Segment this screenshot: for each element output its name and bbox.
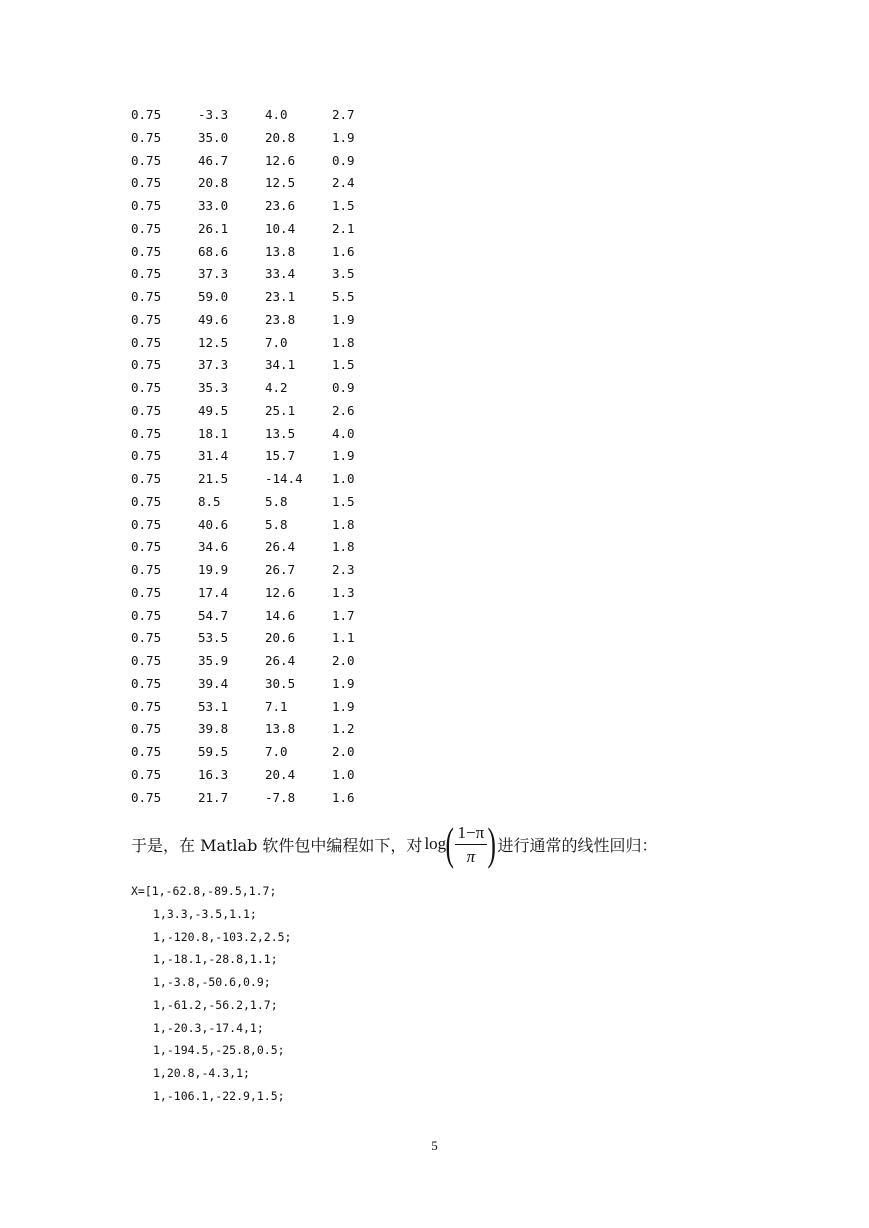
table-cell: 0.75 (131, 448, 162, 464)
table-cell: 12.6 (265, 584, 296, 600)
table-row (131, 787, 372, 810)
table-cell: 13.8 (265, 243, 296, 259)
table-cell: 2.1 (332, 220, 355, 236)
table-cell: 2.4 (332, 175, 355, 191)
table-cell: 0.75 (131, 334, 162, 350)
table-cell: 31.4 (198, 448, 229, 464)
fraction (455, 823, 488, 866)
table-cell: 40.6 (198, 516, 229, 532)
table-cell: 0.9 (332, 380, 355, 395)
table-cell: 35.3 (198, 380, 229, 395)
table-cell: 39.8 (198, 721, 229, 737)
table-cell: 49.5 (198, 402, 229, 418)
table-cell: 53.1 (198, 698, 229, 714)
table-cell: 0.75 (131, 471, 162, 486)
table-cell: 7.0 (265, 334, 288, 350)
table-row (131, 263, 372, 286)
table-cell: 1.9 (332, 448, 355, 464)
table-cell: 0.75 (131, 175, 162, 191)
table-cell: 0.75 (131, 675, 162, 691)
right-paren: ) (487, 818, 497, 869)
table-cell: 10.4 (265, 220, 296, 236)
table-cell: 23.1 (265, 289, 296, 304)
code-line: 1,-120.8,-103.2,2.5; (153, 929, 292, 944)
table-cell: 1.0 (332, 766, 355, 782)
table-cell: 2.0 (332, 653, 355, 668)
table-cell: 0.75 (131, 539, 162, 555)
code-line: 1,-106.1,-22.9,1.5; (153, 1088, 285, 1103)
table-cell: 1.6 (332, 789, 355, 805)
table-cell: 25.1 (265, 402, 296, 418)
table-cell: 46.7 (198, 152, 229, 168)
table-cell: 5.5 (332, 289, 355, 304)
table-cell: 12.5 (265, 175, 296, 191)
table-row (131, 309, 372, 332)
table-cell: 4.0 (332, 425, 355, 441)
table-cell: 20.4 (265, 766, 296, 782)
table-cell: 1.2 (332, 721, 355, 737)
table-row (131, 741, 372, 764)
table-row (131, 127, 372, 150)
table-row (131, 423, 372, 446)
table-cell: 49.6 (198, 311, 229, 327)
code-line: 1,20.8,-4.3,1; (153, 1066, 250, 1080)
table-cell: 1.6 (332, 243, 355, 259)
table-cell: 7.0 (265, 744, 288, 759)
table-row (131, 514, 372, 537)
table-cell: 21.5 (198, 471, 229, 486)
log-odds-formula (424, 818, 497, 869)
table-cell: 4.0 (265, 107, 288, 122)
table-row (131, 104, 372, 127)
table-cell: 0.75 (131, 698, 162, 714)
table-row (131, 332, 372, 355)
table-row (131, 354, 372, 377)
table-cell: 26.1 (198, 220, 229, 236)
table-cell: 1.5 (332, 198, 355, 213)
table-cell: 0.75 (131, 425, 162, 441)
table-row (131, 491, 372, 514)
table-row (131, 400, 372, 423)
table-cell: 4.2 (265, 380, 288, 395)
table-cell: 0.75 (131, 357, 162, 373)
table-cell: 0.75 (131, 107, 162, 122)
code-line: 1,-3.8,-50.6,0.9; (153, 975, 271, 989)
table-cell: 0.75 (131, 584, 162, 600)
table-cell: 0.75 (131, 516, 162, 532)
table-row (131, 172, 372, 195)
table-cell: 33.0 (198, 198, 229, 213)
table-cell: 33.4 (265, 266, 296, 282)
table-cell: 3.5 (332, 266, 355, 282)
table-row (131, 468, 372, 491)
table-cell: 35.0 (198, 129, 229, 145)
table-cell: 0.75 (131, 721, 162, 737)
table-cell: 23.6 (265, 198, 296, 213)
table-cell: 0.75 (131, 311, 162, 327)
table-cell: 0.75 (131, 289, 162, 304)
table-cell: 13.8 (265, 721, 296, 737)
table-cell: 5.8 (265, 493, 288, 509)
table-cell: 12.5 (198, 334, 229, 350)
table-cell: 26.4 (265, 539, 296, 555)
table-cell: 53.5 (198, 630, 229, 646)
table-cell: 15.7 (265, 448, 296, 464)
table-cell: 39.4 (198, 675, 229, 691)
table-cell: 0.75 (131, 129, 162, 145)
code-line: X=[1,-62.8,-89.5,1.7; (131, 884, 277, 898)
table-cell: 54.7 (198, 607, 229, 623)
table-cell: 0.75 (131, 220, 162, 236)
code-line: 1,-194.5,-25.8,0.5; (153, 1043, 285, 1058)
table-cell: 34.1 (265, 357, 296, 373)
table-row (131, 377, 372, 400)
table-row (131, 673, 372, 696)
table-cell: 17.4 (198, 584, 229, 600)
table-cell: 35.9 (198, 653, 229, 668)
table-cell: 1.8 (332, 539, 355, 555)
table-cell: 26.7 (265, 562, 296, 577)
table-cell: 0.75 (131, 744, 162, 759)
table-row (131, 241, 372, 264)
matlab-code-block (131, 880, 291, 1108)
code-line: 1,-61.2,-56.2,1.7; (153, 997, 278, 1012)
table-cell: 0.75 (131, 152, 162, 168)
table-cell: 21.7 (198, 789, 229, 805)
table-cell: -14.4 (265, 471, 303, 486)
table-row (131, 650, 372, 673)
table-row (131, 536, 372, 559)
table-row (131, 627, 372, 650)
table-cell: 1.8 (332, 516, 355, 532)
table-cell: 34.6 (198, 539, 229, 555)
table-cell: 1.5 (332, 493, 355, 509)
table-cell: 0.75 (131, 766, 162, 782)
code-line: 1,-18.1,-28.8,1.1; (153, 952, 278, 967)
table-cell: 30.5 (265, 675, 296, 691)
table-cell: 12.6 (265, 152, 296, 168)
table-cell: 2.7 (332, 107, 355, 122)
table-cell: 7.1 (265, 698, 288, 714)
table-row (131, 286, 372, 309)
table-row (131, 195, 372, 218)
fraction-numerator: 1−π (455, 823, 488, 845)
table-row (131, 582, 372, 605)
table-cell: 1.9 (332, 675, 355, 691)
code-line: 1,3.3,-3.5,1.1; (153, 906, 257, 921)
table-cell: 0.75 (131, 653, 162, 668)
table-cell: 1.5 (332, 357, 355, 373)
table-row (131, 696, 372, 719)
table-cell: 5.8 (265, 516, 288, 532)
table-cell: 2.3 (332, 562, 355, 577)
table-cell: 1.9 (332, 311, 355, 327)
data-table (131, 104, 372, 809)
code-line: 1,-20.3,-17.4,1; (153, 1020, 264, 1035)
table-cell: 2.0 (332, 744, 355, 759)
table-cell: 37.3 (198, 357, 229, 373)
table-cell: 18.1 (198, 425, 229, 441)
intro-paragraph (131, 818, 658, 870)
table-cell: 37.3 (198, 266, 229, 282)
table-row (131, 218, 372, 241)
table-cell: 20.6 (265, 630, 296, 646)
table-cell: 0.75 (131, 402, 162, 418)
table-cell: 1.7 (332, 607, 355, 623)
table-cell: 0.75 (131, 198, 162, 213)
table-cell: 23.8 (265, 311, 296, 327)
table-cell: 19.9 (198, 562, 229, 577)
fraction-denominator: π (466, 846, 476, 866)
paragraph-text-before: 于是，在 Matlab 软件包中编程如下，对 (131, 835, 423, 855)
table-cell: 0.75 (131, 630, 162, 646)
table-cell: 0.75 (131, 493, 162, 509)
table-cell: 20.8 (265, 129, 296, 145)
table-cell: 0.75 (131, 266, 162, 282)
table-cell: -3.3 (198, 107, 229, 122)
table-cell: 20.8 (198, 175, 229, 191)
table-cell: 0.75 (131, 562, 162, 577)
table-cell: 1.3 (332, 584, 355, 600)
table-cell: 1.9 (332, 129, 355, 145)
table-cell: 8.5 (198, 493, 221, 509)
left-paren: ( (445, 818, 455, 869)
table-cell: 0.9 (332, 152, 355, 168)
table-cell: 14.6 (265, 607, 296, 623)
page-number: 5 (431, 1138, 438, 1153)
table-cell: 16.3 (198, 766, 229, 782)
table-row (131, 150, 372, 173)
table-cell: 1.9 (332, 698, 355, 714)
table-cell: 2.6 (332, 402, 355, 418)
table-row (131, 718, 372, 741)
table-cell: 0.75 (131, 243, 162, 259)
table-cell: -7.8 (265, 789, 296, 805)
table-row (131, 559, 372, 582)
table-cell: 59.0 (198, 289, 229, 304)
table-cell: 26.4 (265, 653, 296, 668)
log-function: log (424, 834, 447, 853)
table-cell: 13.5 (265, 425, 296, 441)
table-cell: 68.6 (198, 243, 229, 259)
table-cell: 0.75 (131, 607, 162, 623)
table-cell: 0.75 (131, 380, 162, 395)
table-cell: 1.8 (332, 334, 355, 350)
table-cell: 59.5 (198, 744, 229, 759)
table-cell: 1.1 (332, 630, 355, 646)
table-cell: 0.75 (131, 789, 162, 805)
paragraph-text-after: 进行通常的线性回归： (497, 835, 658, 855)
table-row (131, 605, 372, 628)
table-row (131, 764, 372, 787)
table-cell: 1.0 (332, 471, 355, 486)
table-row (131, 445, 372, 468)
